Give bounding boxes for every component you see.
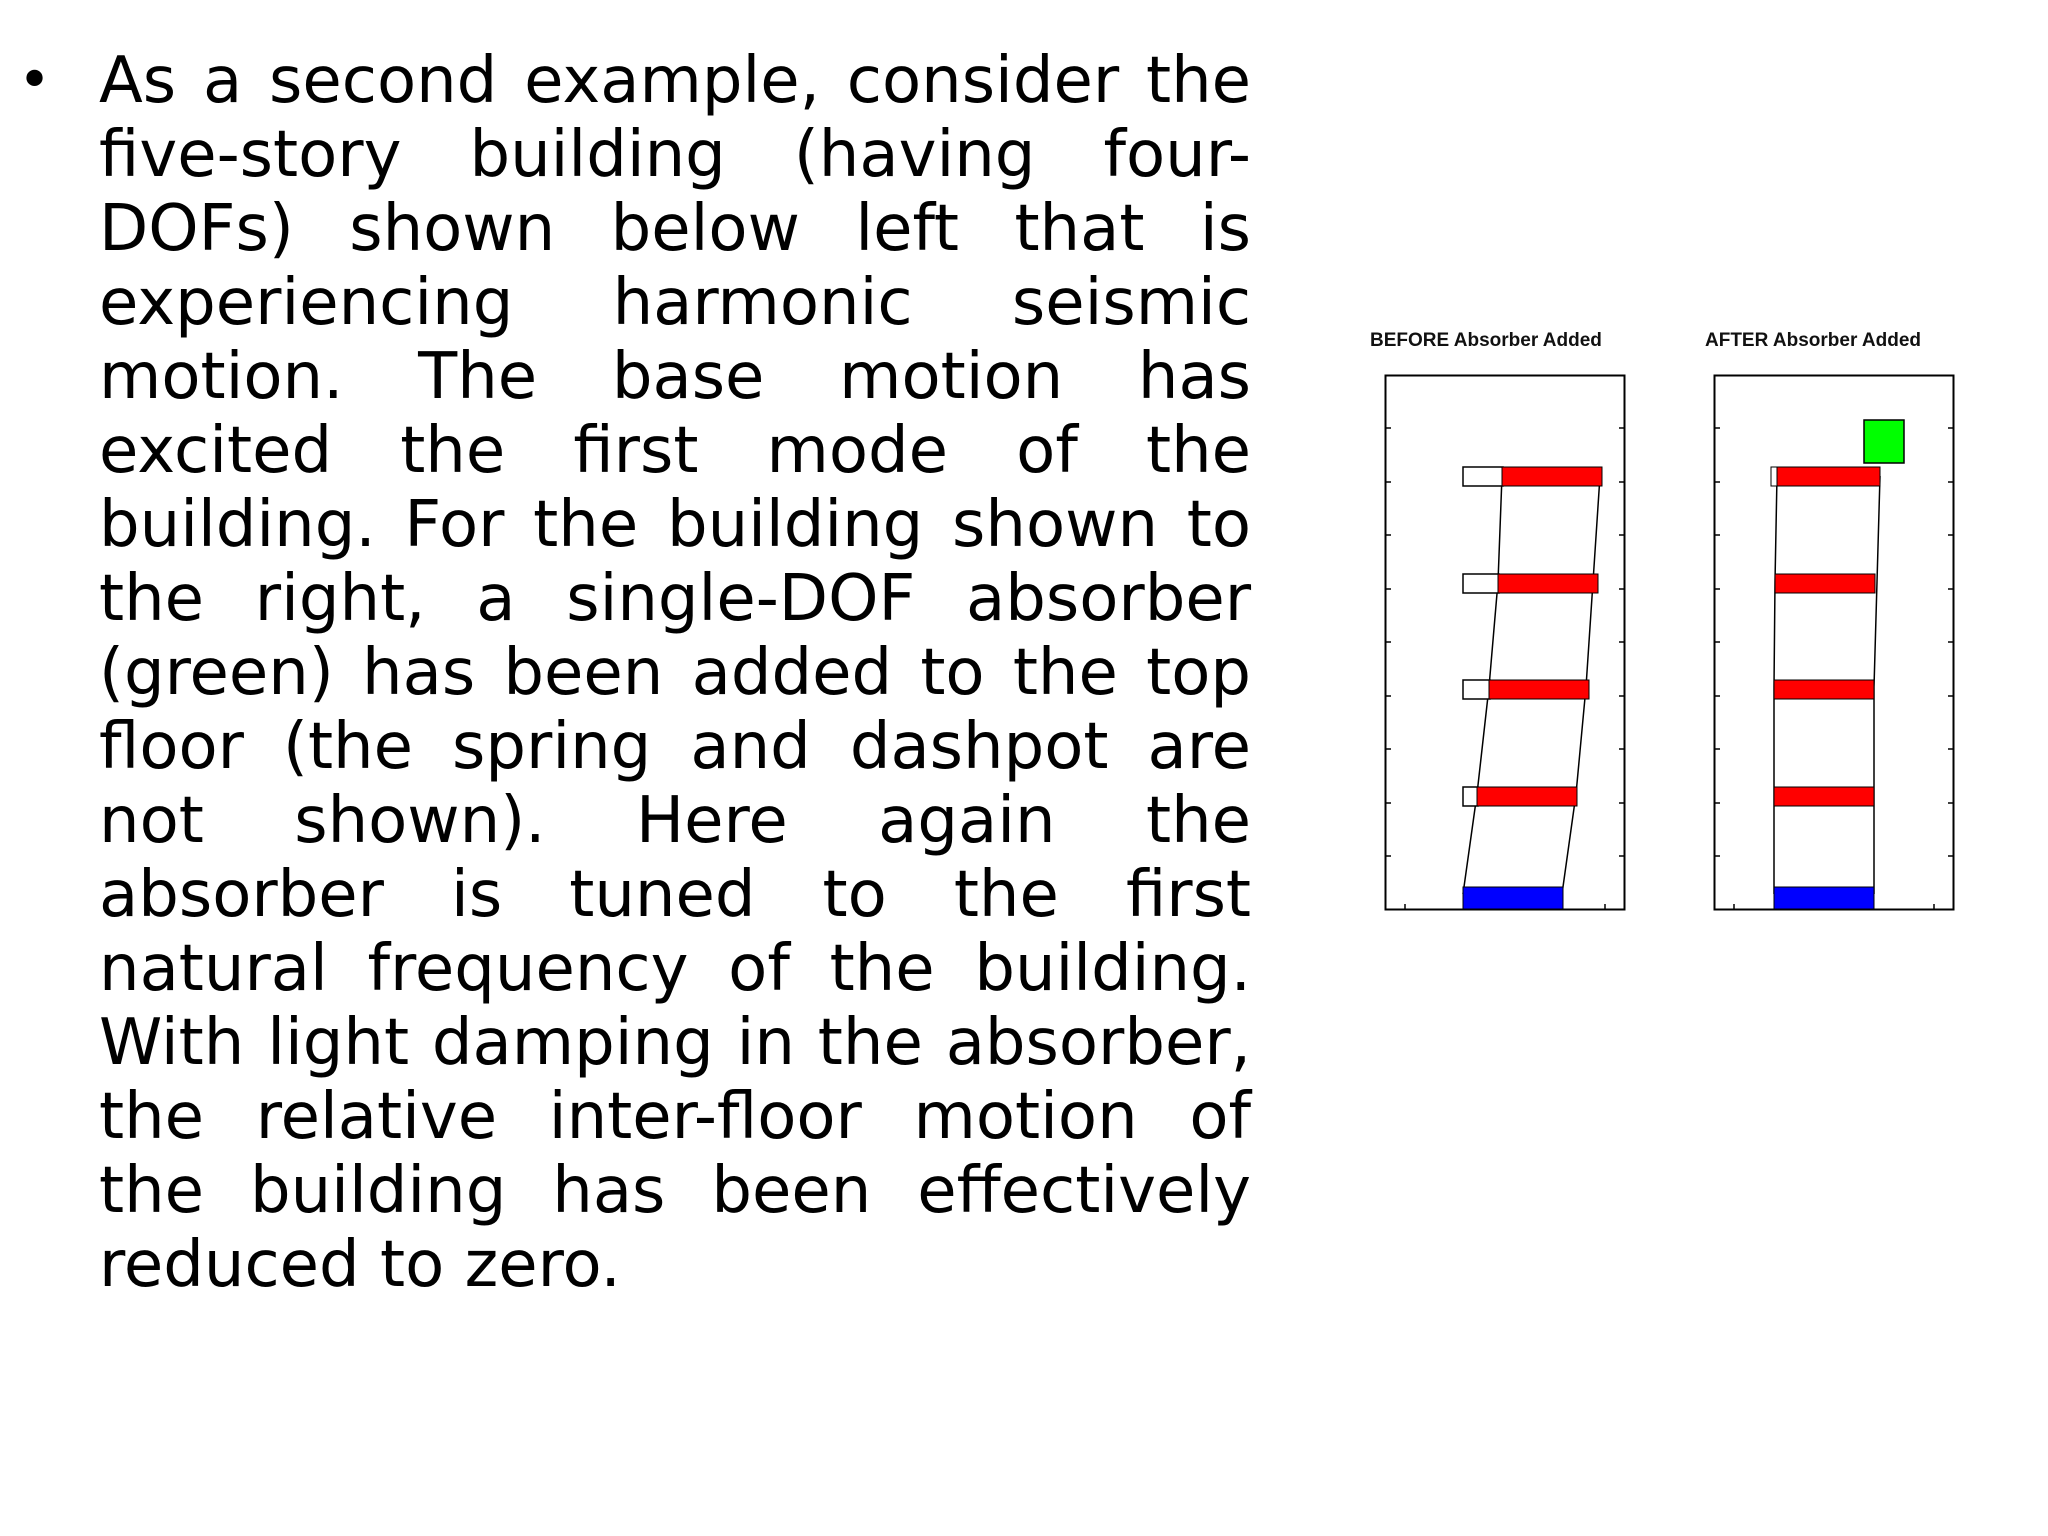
after-building-figure bbox=[1714, 375, 1954, 910]
before-building-figure bbox=[1385, 375, 1625, 910]
absorber-mass bbox=[1864, 420, 1904, 463]
floor-4 bbox=[1502, 467, 1602, 486]
after-figure-title: AFTER Absorber Added bbox=[1705, 330, 1922, 351]
floor-1 bbox=[1477, 787, 1577, 806]
ground-base bbox=[1774, 887, 1874, 909]
plot-frame bbox=[1715, 376, 1954, 910]
floor-3 bbox=[1775, 574, 1875, 593]
ground-base bbox=[1463, 887, 1563, 909]
bullet-marker: • bbox=[18, 48, 52, 113]
floor-3 bbox=[1498, 574, 1598, 593]
floor-4 bbox=[1776, 467, 1880, 486]
floor-1 bbox=[1774, 787, 1874, 806]
before-figure-title: BEFORE Absorber Added bbox=[1370, 330, 1602, 351]
undeformed-top-outline bbox=[1771, 467, 1777, 486]
floor-2 bbox=[1774, 680, 1874, 699]
slide-paragraph: As a second example, consider the five-story building (having four-DOFs) shown below left that is experiencing harmonic seismic motion. The base motion has excited the first mode of the building. For the building shown to the right, a single-DOF absorber (green) has been added to the top floor (the spring and dashpot are not shown). Here again the absorber is tuned to the first natural frequency of the building. With light damping in the absorber, the relative inter-floor motion of the building has been effectively reduced to zero. bbox=[99, 44, 1251, 1302]
floor-2 bbox=[1489, 680, 1589, 699]
